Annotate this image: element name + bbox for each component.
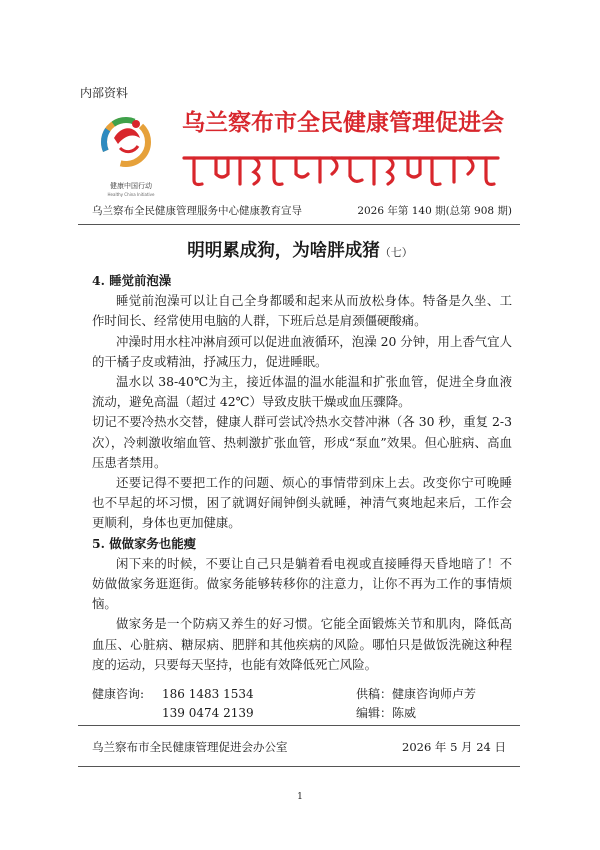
paragraph: 闲下来的时候，不要让自己只是躺着看电视或直接睡得天昏地暗了！不妨做做家务逛逛街。做家务能够转移你的注意力，让你不再为工作的事情烦恼。 xyxy=(92,555,512,612)
contact-phone-2: 139 0474 2139 xyxy=(162,706,254,720)
footer xyxy=(92,739,506,755)
paragraph: 切记不要冷热水交替，健康人群可尝试冷热水交替冲淋（各 30 秒，重复 2-3 次），冷刺激收缩血管、热刺激扩张血管，形成“泵血”效果。但心脏病、高血压患者禁用。 xyxy=(92,414,512,470)
header-divider xyxy=(78,224,520,225)
internal-label: 内部资料 xyxy=(80,86,129,100)
contact-provider: 供稿：健康咨询师卢芳 xyxy=(356,687,477,701)
mongolian-script-title xyxy=(182,150,502,192)
health-china-logo xyxy=(96,108,156,184)
logo-caption-sub: Healthy China Initiative xyxy=(107,192,155,197)
article-body xyxy=(92,271,512,675)
contact-label: 健康咨询: xyxy=(92,687,145,701)
org-title: 乌兰察布市全民健康管理促进会 xyxy=(182,110,504,136)
article-title xyxy=(0,237,600,262)
paragraph: 睡觉前泡澡可以让自己全身都暖和起来从而放松身体。特备是久坐、工作时间长、经常使用电脑的人群，下班后总是肩颈僵硬酸痛。 xyxy=(92,293,512,329)
article-title-suffix: （七） xyxy=(379,246,413,259)
logo-caption-text: 健康中国行动 xyxy=(110,182,152,190)
paragraph: 还要记得不要把工作的问题、烦心的事情带到床上去。改变你宁可晚睡也不早起的坏习惯，困了就调好闹钟倒头就睡，神清气爽地起来后，工作会更顺利，身体也更加健康。 xyxy=(92,475,512,531)
contact-row xyxy=(92,704,512,723)
contact-block xyxy=(92,685,512,723)
issue-line xyxy=(92,203,512,218)
logo-caption xyxy=(96,181,166,197)
paragraph: 温水以 38-40℃为主，接近体温的温水能温和扩张血管，促进全身血液流动，避免高温（超过 42℃）导致皮肤干燥或血压骤降。 xyxy=(92,374,512,410)
section-heading: 4. 睡觉前泡澡 xyxy=(92,273,172,288)
footer-divider xyxy=(78,766,520,767)
article-title-text: 明明累成狗，为啥胖成猪 xyxy=(187,241,380,261)
contact-label-spacer xyxy=(92,704,162,723)
issue-number: 2026 年第 140 期(总第 908 期) xyxy=(357,205,512,217)
section-heading: 5. 做做家务也能瘦 xyxy=(92,535,196,551)
contact-divider xyxy=(78,725,520,726)
contact-editor: 编辑：陈威 xyxy=(356,706,417,720)
footer-date: 2026 年 5 月 24 日 xyxy=(402,740,506,754)
page-number: 1 xyxy=(297,792,303,802)
footer-office: 乌兰察布市全民健康管理促进会办公室 xyxy=(92,740,288,754)
contact-row xyxy=(92,685,512,704)
paragraph: 冲澡时用水柱冲淋肩颈可以促进血液循环，泡澡 20 分钟，用上香气宜人的干橘子皮或精油，抒减压力，促进睡眠。 xyxy=(92,333,512,369)
contact-phone-1: 186 1483 1534 xyxy=(162,687,254,701)
issue-publisher: 乌兰察布全民健康管理服务中心健康教育宣导 xyxy=(92,205,302,217)
paragraph: 做家务是一个防病又养生的好习惯。它能全面锻炼关节和肌肉，降低高血压、心脏病、糖尿病、肥胖和其他疾病的风险。哪怕只是做饭洗碗这种程度的运动，只要每天坚持，也能有效降低死亡风险。 xyxy=(92,616,512,672)
